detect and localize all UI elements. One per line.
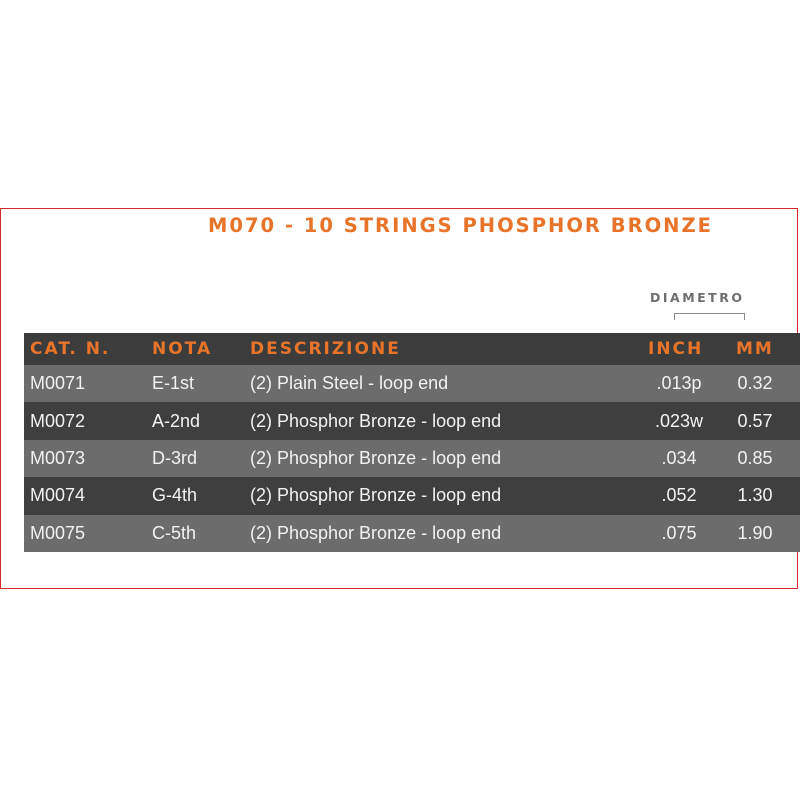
table-row [24,402,800,439]
cell-nota: C-5th [152,522,197,543]
diametro-label: DIAMETRO [650,290,745,305]
diametro-bracket [674,313,745,320]
header-nota: NOTA [152,339,213,359]
cell-inch: .023w [654,410,704,431]
cell-nota: G-4th [152,485,198,506]
cell-mm: 1.30 [737,485,773,506]
cell-descrizione: (2) Phosphor Bronze - loop end [250,447,502,468]
table-row [24,365,800,402]
header-cat: CAT. N. [30,339,111,359]
header-inch: INCH [648,339,704,359]
cell-mm: 0.85 [737,447,773,468]
cell-cat: M0074 [30,485,86,506]
cell-inch: .052 [661,485,697,506]
table-row [24,515,800,552]
cell-inch: .075 [661,522,697,543]
cell-inch: .013p [656,373,702,394]
cell-cat: M0075 [30,522,86,543]
cell-cat: M0073 [30,447,86,468]
cell-mm: 0.32 [737,373,773,394]
cell-cat: M0072 [30,410,86,431]
cell-nota: E-1st [152,373,195,394]
product-title: M070 - 10 STRINGS PHOSPHOR BRONZE [208,214,713,237]
table-header [24,333,800,365]
cell-descrizione: (2) Phosphor Bronze - loop end [250,485,502,506]
table-row [24,477,800,514]
header-descrizione: DESCRIZIONE [250,339,401,359]
cell-mm: 0.57 [737,410,773,431]
cell-nota: D-3rd [152,447,198,468]
cell-mm: 1.90 [737,522,773,543]
cell-descrizione: (2) Phosphor Bronze - loop end [250,410,502,431]
strings-table [24,333,800,552]
table-row [24,440,800,477]
header-mm: MM [736,339,774,359]
cell-inch: .034 [661,447,697,468]
cell-descrizione: (2) Plain Steel - loop end [250,373,449,394]
cell-nota: A-2nd [152,410,201,431]
cell-cat: M0071 [30,373,86,394]
cell-descrizione: (2) Phosphor Bronze - loop end [250,522,502,543]
